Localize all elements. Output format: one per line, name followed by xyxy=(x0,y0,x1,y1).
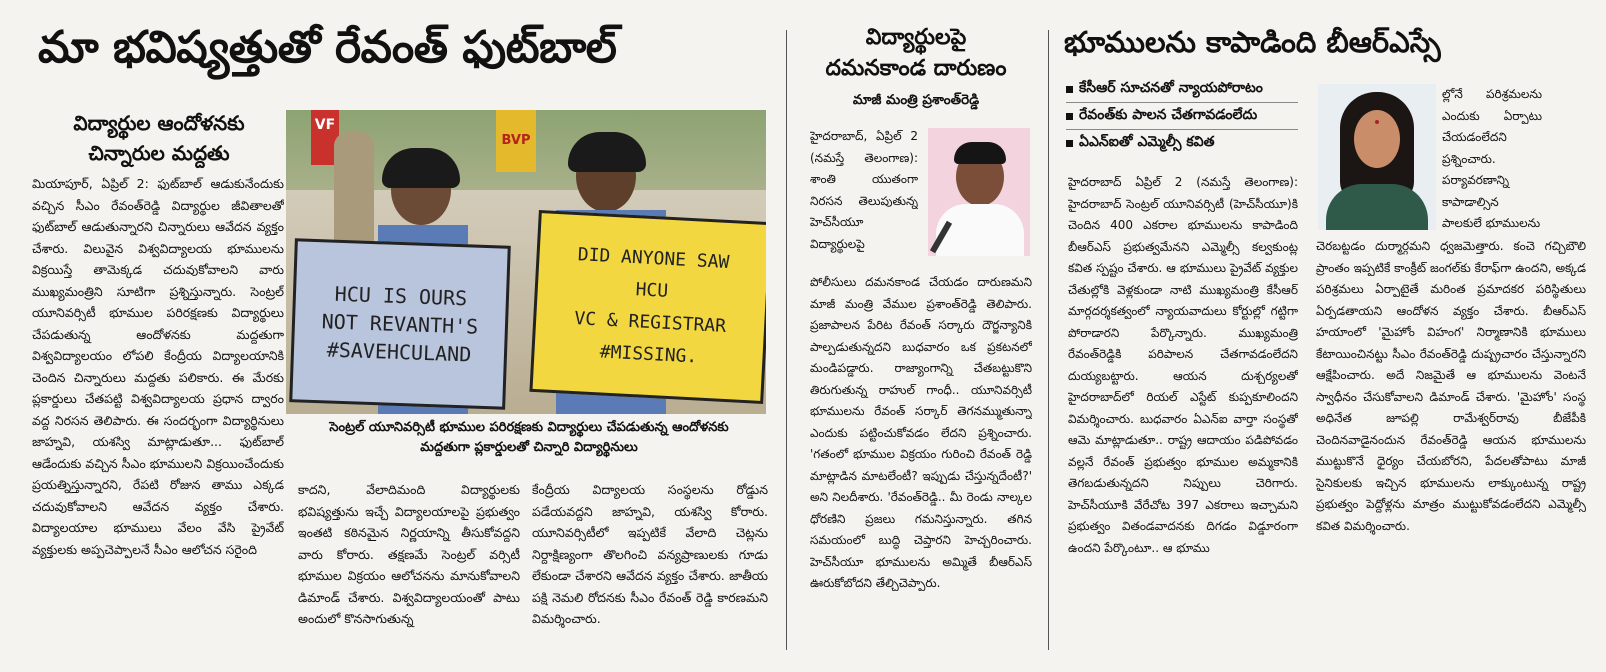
article2-dateline: హైదరాబాద్, ఏప్రిల్ 2 (నమస్తే తెలంగాణ): శాంతి యుతంగా నిరసన తెలుపుతున్న హెచ్‌సీయూ విద్యార్థులపై xyxy=(810,129,918,251)
photo-caption: సెంట్రల్ యూనివర్సిటీ భూముల పరిరక్షణకు విద్యార్థులు చేపడుతున్న ఆందోళనకు మద్దతుగా ప్లకార్డులతో చిన్నారి విద్యార్థినులు xyxy=(329,420,729,455)
placard1-line2: NOT REVANTH'S xyxy=(321,309,479,339)
banner-vf: VF xyxy=(311,110,339,165)
article3-col1-text: హైదరాబాద్ ఏప్రిల్ 2 (నమస్తే తెలంగాణ): హైదరాబాద్ సెంట్రల్ యూనివర్సిటీ (హెచ్‌సీయూ)కి చెందిన 400 ఎకరాల భూములను కాపాడింది బీఆర్‌ఎస్ ప్రభుత్వమేనని ఎమ్మెల్సీ కల్వకుంట్ల కవిత స్పష్టం చేశారు. ఆ భూములు ప్రైవేట్ వ్యక్తుల చేతుల్లోకి వెళ్లకుండా నాటి ముఖ్యమంత్రి కేసీఆర్ మార్గదర్శకత్వంలో న్యాయవాదులు కోర్టుల్లో గట్టిగా పోరాడారని పేర్కొన్నారు. ముఖ్యమంత్రి రేవంత్‌రెడ్డికి పరిపాలన చేతగావడంలేదని దుయ్యబట్టారు. ఆయన దుశ్చర్యలతో హైదరాబాద్‌లో రియల్ ఎస్టేట్ కుప్పకూలిందని విమర్శించారు. బుధవారం ఏఎన్‌ఐ వార్తా సంస్థతో ఆమె మాట్లాడుతూ.. రాష్ట్ర ఆదాయం పడిపోవడం వల్లనే రేవంత్ ప్రభుత్వం భూముల అమ్మకానికి తెగబడుతున్నదని నిప్పులు చెరిగారు. హెచ్‌సీయూకి వేరేచోట 397 ఎకరాలు ఇచ్చామని ప్రభుత్వం వితండవాదనకు దిగడం విడ్డూరంగా ఉందని పేర్కొంటూ.. ఆ భూము xyxy=(1068,175,1298,555)
article1-photo xyxy=(286,110,766,414)
placard1-line3: #SAVEHCULAND xyxy=(326,337,472,367)
article1-col1-text: మియాపూర్, ఏప్రిల్ 2: ఫుట్‌బాల్ ఆడుకునేందుకు వచ్చిన సీఎం రేవంత్‌రెడ్డి విద్యార్థుల జీవితాలతో ఫుట్‌బాల్ ఆడుతున్నారని చిన్నారులు ఆవేదన వ్యక్తం చేశారు. విలువైన విశ్వవిద్యాలయ భూములను విక్రయిస్తే తామెక్కడ చదువుకోవాలని వారు ముఖ్యమంత్రిని సూటిగా ప్రశ్నిస్తున్నారు. సెంట్రల్ యూనివర్సిటీ భూముల పరిరక్షణకు విద్యార్థులు చేపడుతున్న ఆందోళనకు మద్దతుగా విశ్వవిద్యాలయం లోపలి కేంద్రీయ విద్యాలయానికి చెందిన చిన్నారులు మద్దతు పలికారు. ఈ మేరకు ప్లకార్డులు చేతపట్టి విశ్వవిద్యాలయ ప్రధాన ద్వారం వద్ద నిరసన తెలిపారు. ఈ సందర్భంగా విద్యార్థినులు జాహ్నవి, యశస్వి మాట్లాడుతూ... ఫుట్‌బాల్ ఆడేందుకు వచ్చిన సీఎం భూములని విక్రయించేందుకు ప్రయత్నిస్తున్నారని, రేపటి రోజున తాము ఎక్కడ చదువుకోవాలని ఆవేదన వ్యక్తం చేశారు. విద్యాలయాల భూములు వేలం వేసి ప్రైవేట్ వ్యక్తులకు అప్పచెప్పాలనే సీఎం ఆలోచన సరైంది xyxy=(32,176,284,557)
column-divider-1 xyxy=(786,30,787,650)
article2-byline: మాజీ మంత్రి ప్రశాంత్‌రెడ్డి xyxy=(852,92,980,108)
banner-bvp: BVP xyxy=(496,110,536,172)
article3-headline: భూములను కాపాడింది బీఆర్‌ఎస్సే xyxy=(1064,25,1441,59)
article1-subhead xyxy=(34,108,284,168)
article1-subhead-line2: చిన్నారుల మద్దతు xyxy=(88,141,230,165)
placard-hcu-is-ours xyxy=(289,238,511,409)
bullet-3 xyxy=(1066,130,1298,156)
article1-headline: మా భవిష్యత్తుతో రేవంత్ ఫుట్‌బాల్ xyxy=(38,22,617,73)
article1-col3-text: కేంద్రీయ విద్యాలయ సంస్థలను రోడ్డున పడేయవద్దని జాహ్నవి, యశస్వి కోరారు. యూనివర్సిటీలో ఇప్పటికే వేలాది చెట్లను నిర్దాక్షిణ్యంగా తొలగించి వన్యప్రాణులకు గూడు లేకుండా చేశారని ఆవేదన వ్యక్తం చేశారు. జాతీయ పక్షి నెమలి రోదనకు సీఎం రేవంత్ రెడ్డి కారణమని విమర్శించారు. xyxy=(532,482,768,626)
article3-col2-text: చెరబట్టడం దుర్మార్గమని ధ్వజమెత్తారు. కంచె గచ్చిబౌలి ప్రాంతం ఇప్పటికే కాంక్రీట్ జంగల్‌కు కేరాఫ్‌గా ఉందని, అక్కడ పరిశ్రమలు ఏర్పాటైతే మరింత ప్రమాదకర పరిస్థితులు ఏర్పడతాయని ఆందోళన వ్యక్తం చేశారు. బీఆర్‌ఎస్ హయాంలో 'మైహోం విహంగ' నిర్మాణానికి భూములు కేటాయించినట్టు సీఎం రేవంత్‌రెడ్డి దుష్ప్రచారం చేస్తున్నారని ఆక్షేపించారు. అదే నిజమైతే ఆ భూములను వెంటనే స్వాధీనం చేసుకోవాలని డిమాండ్ చేశారు. 'మైహోం' సంస్థ అధినేత జూపల్లి రామేశ్వర్‌రావు బీజేపీకి చెందినవాడైనందున రేవంత్‌రెడ్డి ఆయన భూములను ముట్టుకొనే ధైర్యం చేయబోరని, పేదలతోపాటు మాజీ సైనికులకు ఇచ్చిన భూములను లాక్కుంటున్న రాష్ట్ర ప్రభుత్వం పెద్దోళ్లను మాత్రం ముట్టుకోవడంలేదని ఎమ్మెల్సీ కవిత విమర్శించారు. xyxy=(1316,239,1586,533)
portrait-face xyxy=(1354,110,1400,168)
man-standing xyxy=(334,132,374,252)
article2-headline-line2: దమనకాండ దారుణం xyxy=(825,56,1007,81)
bullet-3-text: ఏఎన్‌ఐతో ఎమ్మెల్సీ కవిత xyxy=(1079,133,1215,150)
portrait-shirt xyxy=(936,204,1024,256)
bullet-2 xyxy=(1066,103,1298,130)
article2-headline-line1: విద్యార్థులపై xyxy=(865,25,967,50)
article-prashanth-reddy xyxy=(796,0,1040,672)
column-divider-2 xyxy=(1048,30,1049,650)
placard2-line2: HCU xyxy=(635,279,669,302)
placard2-line1: DID ANYONE SAW xyxy=(577,244,730,274)
bullet-1 xyxy=(1066,76,1298,103)
bullet-square-icon xyxy=(1066,113,1073,120)
placard1-line1: HCU IS OURS xyxy=(334,281,468,311)
portrait-saree xyxy=(1326,184,1428,230)
prashanth-reddy-photo xyxy=(928,128,1030,256)
article3-col2-top-text: ల్లోనే పరిశ్రమలను ఎందుకు ఏర్పాటు చేయడంలేదని ప్రశ్నించారు. పర్యావరణాన్ని కాపాడాల్సిన పాలకులే భూములను xyxy=(1442,87,1542,230)
bullet-square-icon xyxy=(1066,86,1073,93)
placard2-line3: VC & REGISTRAR xyxy=(573,308,727,337)
article1-subhead-line1: విద్యార్థుల ఆందోళనకు xyxy=(73,111,245,135)
kavitha-photo xyxy=(1318,84,1436,230)
portrait-hair xyxy=(954,142,1006,164)
bullet-2-text: రేవంత్‌కు పాలన చేతగావడంలేదు xyxy=(1079,106,1258,123)
bullet-square-icon xyxy=(1066,140,1073,147)
article3-bullets xyxy=(1066,76,1298,156)
bullet-1-text: కేసీఆర్ సూచనతో న్యాయపోరాటం xyxy=(1079,79,1263,96)
article-futball xyxy=(14,0,774,672)
article-kavitha xyxy=(1058,0,1598,672)
placard2-line4: #MISSING. xyxy=(599,341,698,368)
article2-body: పోలీసులు దమనకాండ చేయడం దారుణమని మాజీ మంత్రి వేముల ప్రశాంత్‌రెడ్డి తెలిపారు. ప్రజాపాలన పేరిట రేవంత్ సర్కారు దౌర్జన్యానికి పాల్పడుతున్నదని బుధవారం ఒక ప్రకటనలో మండిపడ్డారు. రాజ్యాంగాన్ని చేతబట్టుకొని తిరుగుతున్న రాహుల్ గాంధీ.. యూనివర్సిటీ భూములను రేవంత్ సర్కార్ తెగనమ్ముతున్నా ఎందుకు పట్టించుకోవడం లేదని ప్రశ్నించారు. 'గతంలో భూముల విక్రయం గురించి రేవంత్ రెడ్డి మాట్లాడిన మాటలేంటీ? ఇప్పుడు చేస్తున్నదేంటీ?' అని నిలదీశారు. 'రేవంత్‌రెడ్డి.. మీ రెండు నాల్కల ధోరణిని ప్రజలు గమనిస్తున్నారు. తగిన సమయంలో బుద్ధి చెప్తారని హెచ్చరించారు. హెచ్‌సీయూ భూములను అమ్మితే బీఆర్‌ఎస్ ఊరుకోబోదని తేల్చిచెప్పారు. xyxy=(810,275,1032,590)
placard-did-anyone-saw xyxy=(529,210,766,404)
article1-col2-text: కాదని, వేలాదిమంది విద్యార్థులకు భవిష్యత్తును ఇచ్చే విద్యాలయాలపై ప్రభుత్వం ఇంతటి కఠినమైన నిర్ణయాన్ని తీసుకోవద్దని వారు కోరారు. తక్షణమే సెంట్రల్ వర్సిటీ భూముల విక్రయం ఆలోచనను మానుకోవాలని డిమాండ్ చేశారు. విశ్వవిద్యాలయంతో పాటు అందులో కొనసాగుతున్న xyxy=(298,482,520,626)
bindi-icon xyxy=(1375,120,1379,124)
article2-headline xyxy=(796,22,1036,84)
